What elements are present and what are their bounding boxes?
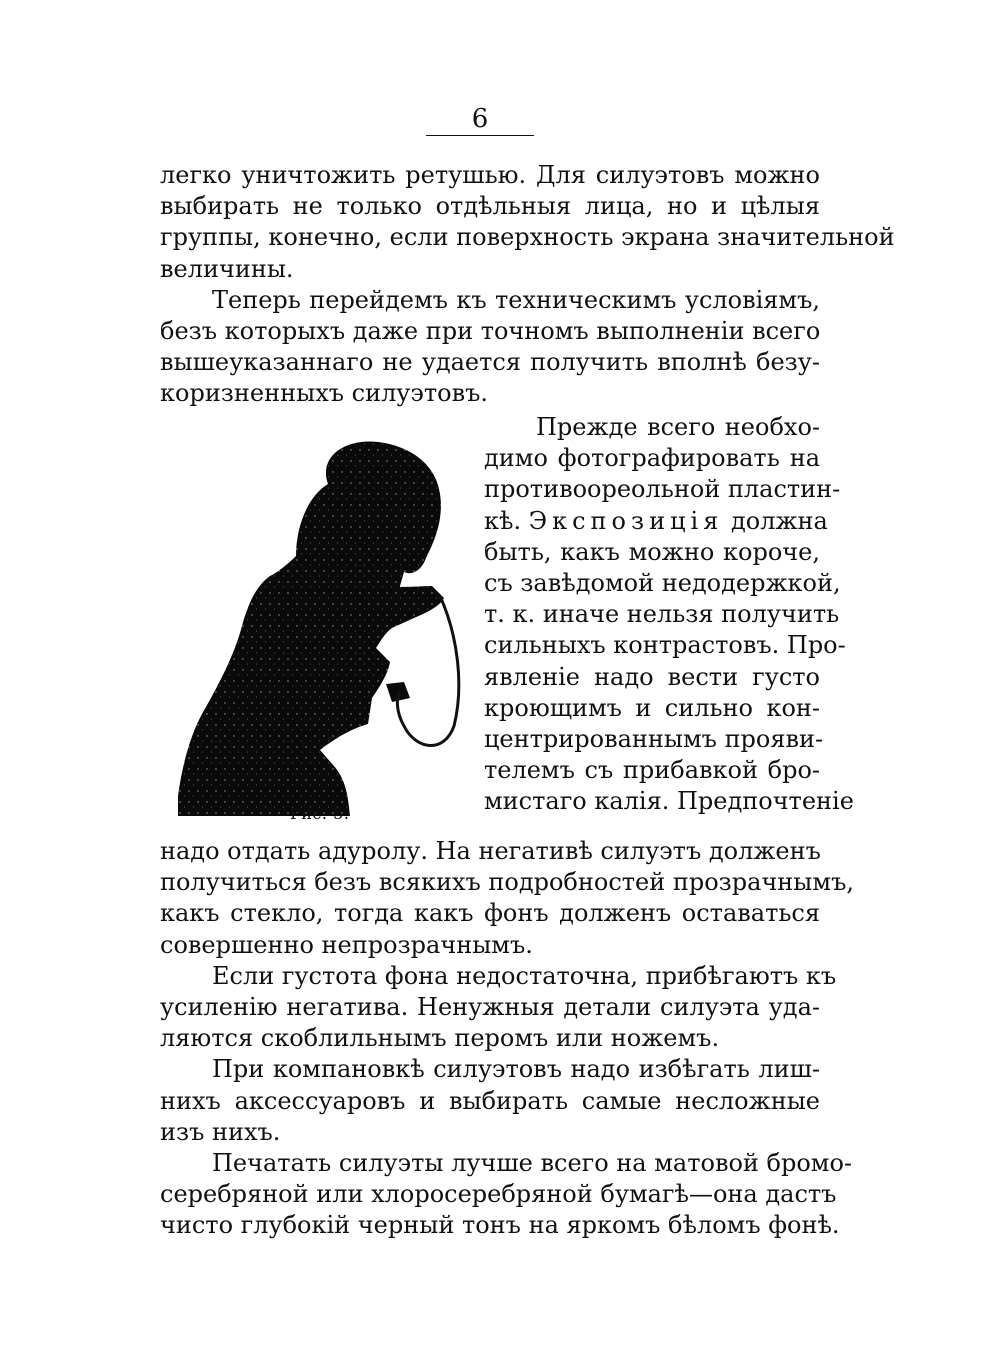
silhouette-image (178, 436, 468, 816)
text-line: Печатать силуэты лучше всего на матовой бромо- (212, 1149, 853, 1178)
text-line: вышеуказаннаго не удается получить вполнѣ безу- (160, 348, 820, 377)
text-line: усиленію негатива. Ненужныя детали силуэта уда- (160, 993, 820, 1022)
text-line: Прежде всего необхо- (536, 413, 820, 441)
text-line: коризненныхъ силуэтовъ. (160, 379, 489, 408)
text-fragment: должна (730, 506, 828, 535)
text-line: ляются скоблильнымъ перомъ или ножемъ. (160, 1024, 720, 1053)
text-line: Теперь перейдемъ къ техническимъ условіямъ, (212, 285, 820, 314)
text-line: явленіе надо вести густо (484, 662, 820, 691)
text-line: чисто глубокій черный тонъ на яркомъ бѣломъ фонѣ. (160, 1211, 840, 1240)
paragraph (160, 285, 820, 410)
text-line: т. к. иначе нельзя получить (484, 600, 840, 629)
figure-caption: Рис. 5. (290, 804, 350, 823)
paragraph (160, 961, 837, 1055)
text-line: Если густота фона недостаточна, прибѣгаютъ къ (212, 961, 837, 990)
text-line: безъ которыхъ даже при точномъ выполненіи всего (160, 317, 821, 346)
text-line: надо отдать адуролу. На негативѣ силуэтъ долженъ (160, 837, 821, 865)
page-number-rule (426, 135, 534, 136)
paragraph (160, 836, 854, 961)
paragraph (160, 1148, 853, 1242)
text-line: центрированнымъ прояви- (484, 725, 824, 754)
text-line: телемъ съ прибавкой бро- (484, 756, 820, 785)
page-number: 6 (471, 104, 489, 134)
text-line: получиться безъ всякихъ подробностей прозрачнымъ, (160, 868, 854, 897)
text-line: кроющимъ и сильно кон- (484, 693, 820, 722)
text-line: мистаго калія. Предпочтеніе (484, 787, 854, 816)
text-line: совершенно непрозрачнымъ. (160, 930, 533, 959)
text-line: противоореольной пластин- (484, 475, 841, 504)
text-line: съ завѣдомой недодержкой, (484, 569, 841, 598)
text-line: группы, конечно, если поверхность экрана значительной (160, 223, 895, 252)
text-block-bottom (160, 836, 854, 1242)
text-block-side-column (484, 412, 854, 818)
text-line: нихъ аксессуаровъ и выбирать самые несложные (160, 1086, 820, 1115)
text-line: серебряной или хлоросеребряной бумагѣ—она дастъ (160, 1180, 837, 1209)
text-line: димо фотографировать на (484, 444, 820, 473)
paragraph (160, 1054, 820, 1148)
text-line: быть, какъ можно короче, (484, 537, 820, 566)
text-fragment: кѣ. (484, 506, 522, 535)
text-line: какъ стекло, тогда какъ фонъ долженъ оставаться (160, 899, 820, 928)
text-line-composite (484, 506, 828, 537)
text-line: сильныхъ контрастовъ. Про- (484, 631, 846, 660)
text-line: При компановкѣ силуэтовъ надо избѣгать лиш- (212, 1055, 820, 1084)
silhouette-figure (178, 436, 468, 816)
text-line: легко уничтожить ретушью. Для силуэтовъ можно (160, 161, 820, 189)
paragraph (160, 160, 895, 285)
text-line: выбирать не только отдѣльныя лица, но и цѣлыя (160, 192, 820, 221)
text-line: изъ нихъ. (160, 1117, 281, 1146)
text-line: величины. (160, 254, 294, 283)
text-block-top (160, 160, 895, 410)
spaced-word: Экспозиція (528, 506, 724, 535)
